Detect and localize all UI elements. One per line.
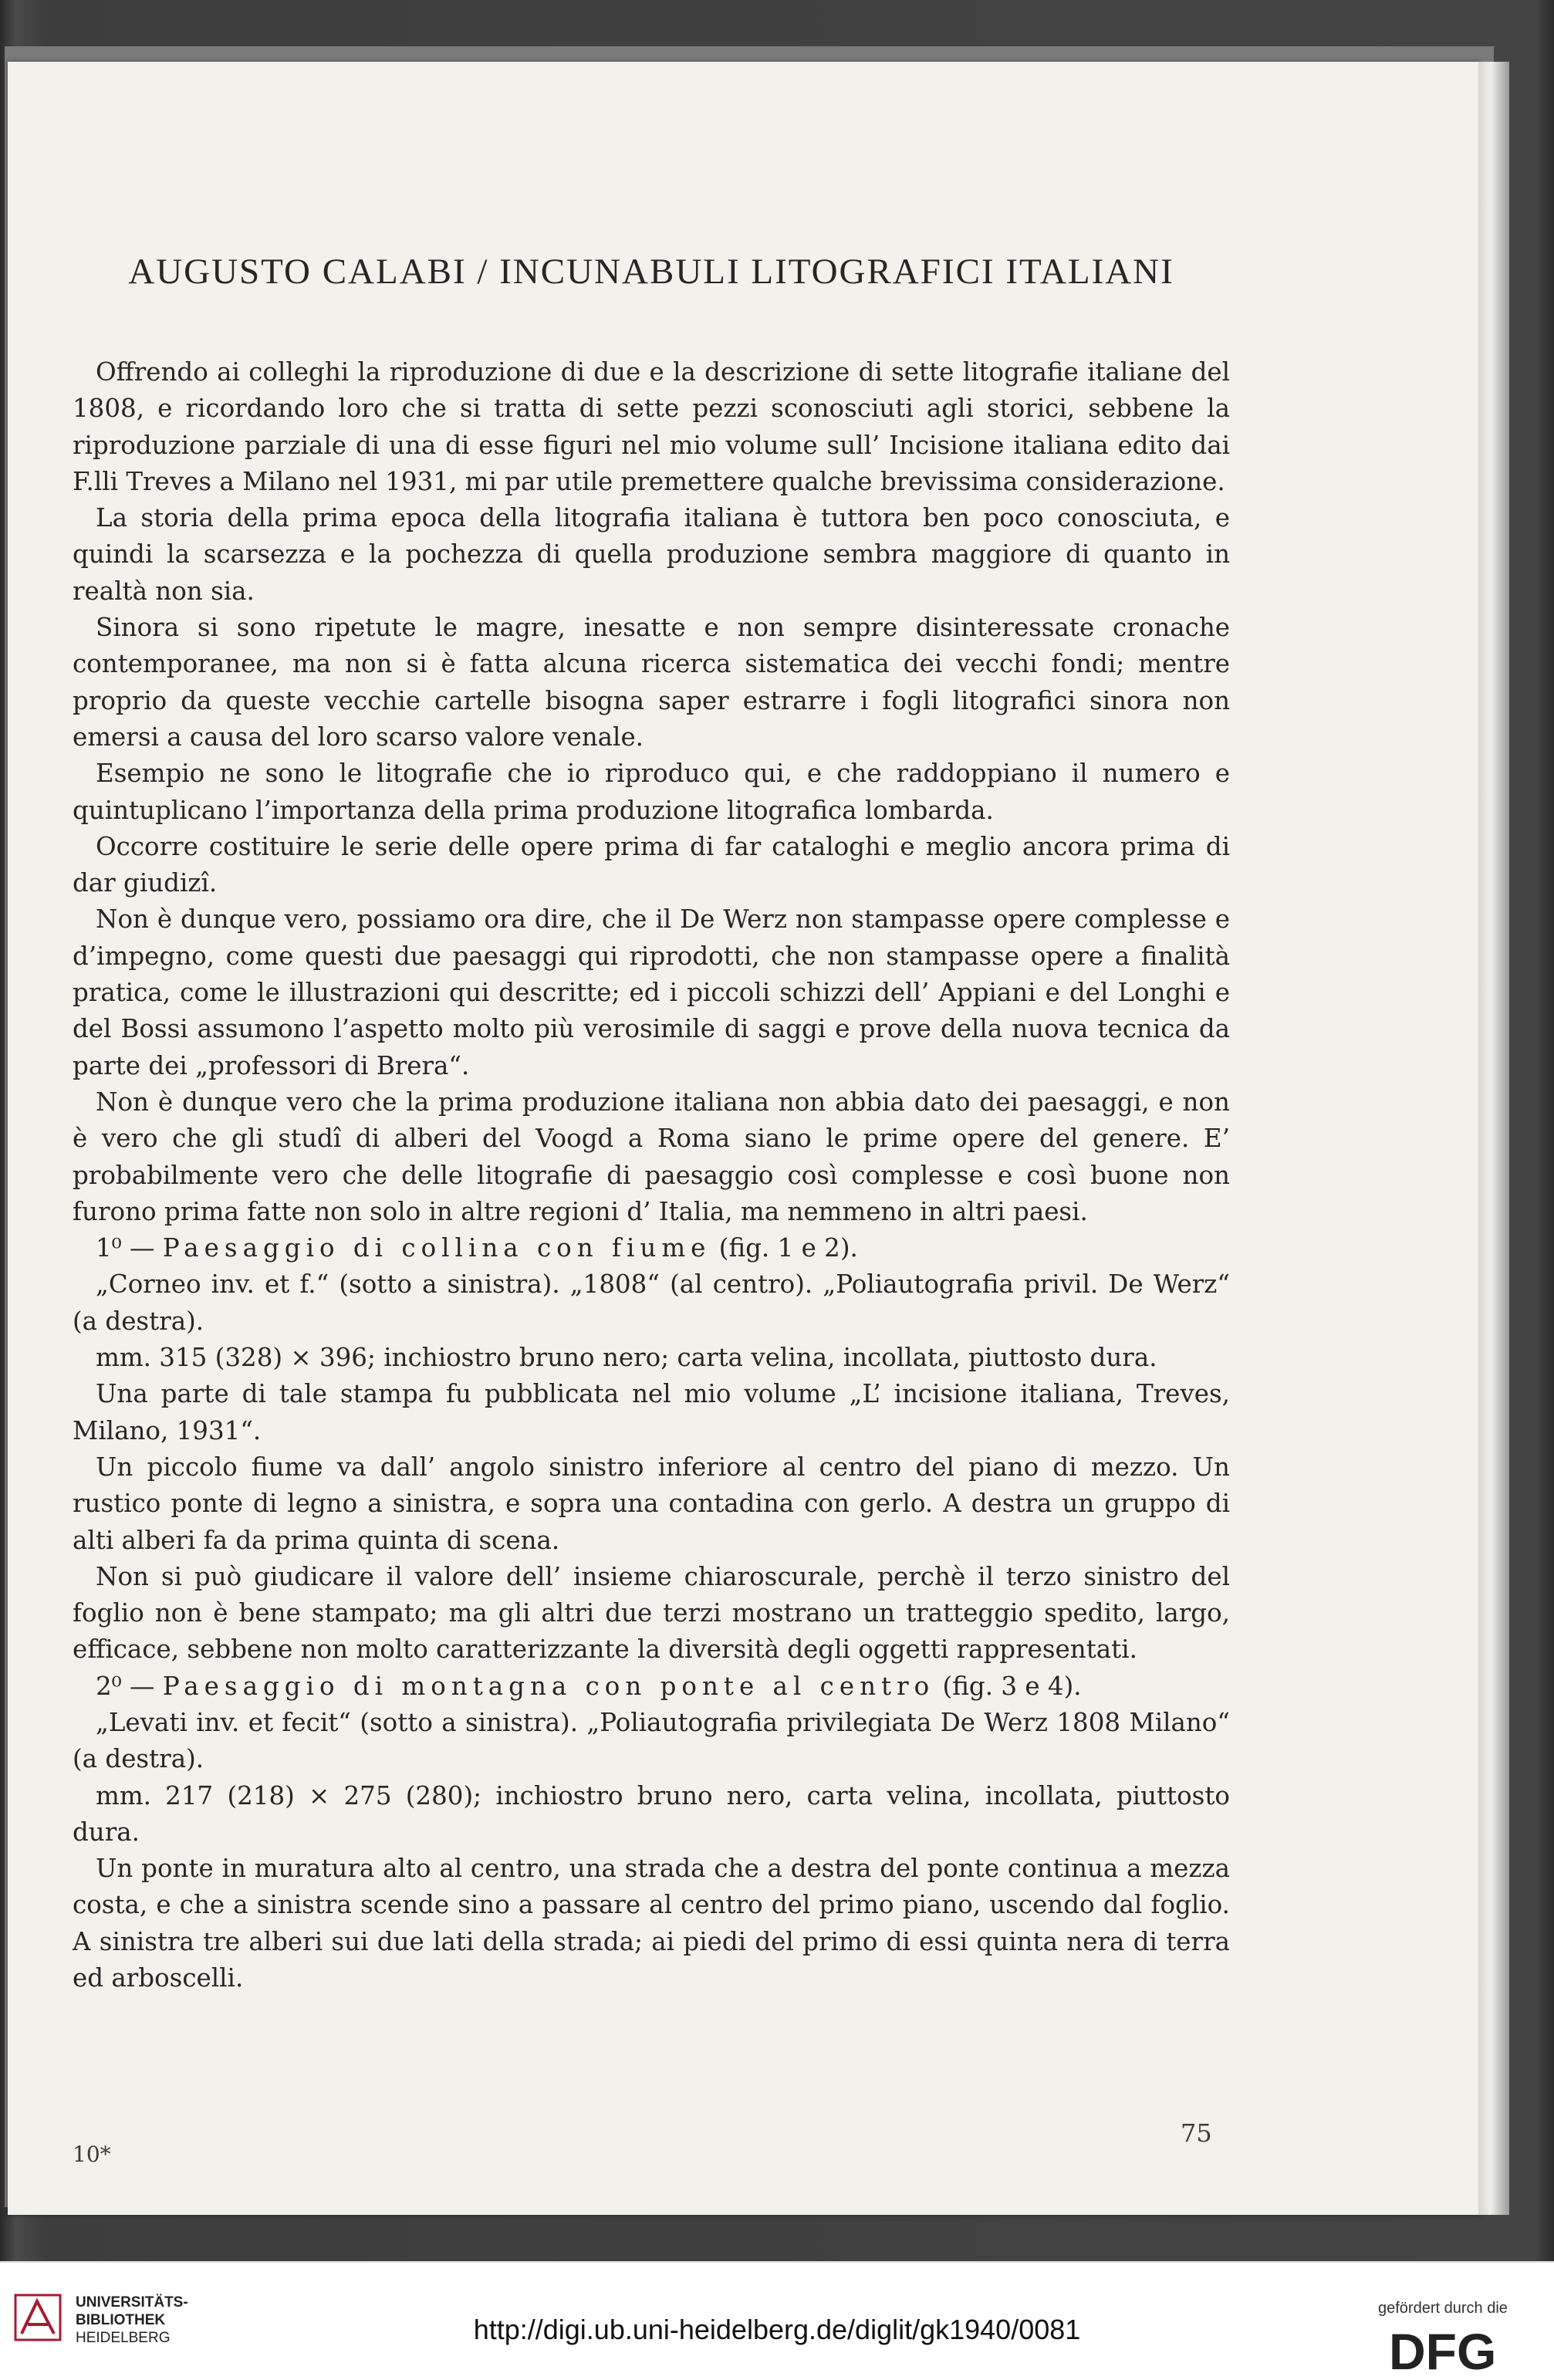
entry-description: Un piccolo fiume va dall’ angolo sinistro inferiore al centro del piano di mezzo. Un rustico ponte di legno a sinistra, e sopra una contadina con gerlo. A destra un gruppo di alti alberi fa da prima quinta di scena.	[73, 1452, 1230, 1555]
page-edge	[1478, 62, 1509, 2215]
viewer-footer	[0, 2261, 1554, 2380]
permalink-url[interactable]: http://digi.ub.uni-heidelberg.de/diglit/gk1940/0081	[473, 2314, 1081, 2345]
paragraph: Sinora si sono ripetute le magre, inesatte e non sempre disinteressate cronache contemporanee, ma non si è fatta alcuna ricerca sistematica dei vecchi fondi; mentre proprio da queste vecchie cartelle bisogna saper estrarre i fogli litografici sinora non emersi a causa del loro scarso valore venale.	[73, 613, 1230, 752]
entry-number: 1⁰ —	[96, 1233, 155, 1263]
page-number: 75	[1181, 2118, 1212, 2148]
paragraph: Esempio ne sono le litografie che io riproduco qui, e che raddoppiano il numero e quintuplicano l’importanza della prima produzione litografica lombarda.	[73, 759, 1230, 825]
entry-inscriptions: „Corneo inv. et f.“ (sotto a sinistra). „1808“ (al centro). „Poliautografia privil. De Werz“ (a destra).	[73, 1269, 1230, 1336]
funder-note: gefördert durch die	[1378, 2300, 1508, 2317]
catalogue-entry-heading	[73, 1230, 1230, 1266]
entry-description: Un ponte in muratura alto al centro, una strada che a destra del ponte continua a mezza costa, e che a sinistra scende sino a passare al centro del primo piano, uscendo dal foglio. A sinistra tre alberi sui due lati della strada; ai piedi del primo di essi quinta nera di terra ed arboscelli.	[73, 1854, 1230, 1993]
dfg-logo-text: DFG	[1389, 2324, 1497, 2374]
library-name-line: UNIVERSITÄTS-	[76, 2294, 188, 2311]
paragraph: Offrendo ai colleghi la riproduzione di due e la descrizione di sette litografie italiane del 1808, e ricordando loro che si tratta di sette pezzi sconosciuti agli storici, sebbene la riproduzione parziale di una di esse figuri nel mio volume sull’ Incisione italiana edito dai F.lli Treves a Milano nel 1931, mi par utile premettere qualche brevissima considerazione.	[73, 357, 1230, 496]
entry-judgement: Non si può giudicare il valore dell’ insieme chiaroscurale, perchè il terzo sinistro del foglio non è bene stampato; ma gli altri due terzi mostrano un tratteggio spedito, largo, efficace, sebbene non molto caratterizzante la diversità degli oggetti rappresentati.	[73, 1561, 1230, 1665]
entry-inscriptions: „Levati inv. et fecit“ (sotto a sinistra). „Poliautografia privilegiata De Werz 1808 Milano“ (a destra).	[73, 1707, 1230, 1774]
dfg-logo-icon	[1389, 2324, 1540, 2374]
paragraph: La storia della prima epoca della litografia italiana è tuttora ben poco conosciuta, e quindi la scarsezza e la pochezza di quella produzione sembra maggiore di quanto in realtà non sia.	[73, 503, 1230, 606]
catalogue-entry-heading	[73, 1668, 1230, 1705]
paragraph: Non è dunque vero, possiamo ora dire, che il De Werz non stampasse opere complesse e d’impegno, come questi due paesaggi qui riprodotti, che non stampasse opere a finalità pratica, come le illustrazioni qui descritte; ed i piccoli schizzi dell’ Appiani e del Longhi e del Bossi assumono l’aspetto molto più verosimile di saggi e prove della nuova tecnica da parte dei „professori di Brera“.	[73, 904, 1230, 1080]
signature-mark: 10*	[73, 2142, 111, 2167]
library-name-line: BIBLIOTHEK	[76, 2312, 166, 2328]
entry-dimensions: mm. 315 (328) × 396; inchiostro bruno nero; carta velina, incollata, piuttosto dura.	[96, 1343, 1157, 1373]
paragraph: Non è dunque vero che la prima produzione italiana non abbia dato dei paesaggi, e non è vero che gli studî di alberi del Voogd a Roma siano le prime opere del genere. E’ probabilmente vero che delle litografie di paesaggio così complesse e così buone non furono prima fatte non solo in altre regioni d’ Italia, ma nemmeno in altri paesi.	[73, 1087, 1230, 1226]
entry-number: 2⁰ —	[96, 1671, 155, 1701]
entry-publication: Una parte di tale stampa fu pubblicata nel mio volume „L’ incisione italiana, Treves, Milano, 1931“.	[73, 1379, 1230, 1445]
entry-title: Paesaggio di collina con fiume	[162, 1233, 711, 1263]
paragraph: Occorre costituire le serie delle opere prima di far cataloghi e meglio ancora prima di dar giudizî.	[73, 831, 1230, 898]
entry-figure-ref: (fig. 1 e 2).	[718, 1233, 858, 1263]
library-name-line: HEIDELBERG	[76, 2330, 171, 2346]
entry-title: Paesaggio di montagna con ponte al centro	[162, 1671, 935, 1701]
entry-figure-ref: (fig. 3 e 4).	[942, 1671, 1082, 1701]
entry-dimensions: mm. 217 (218) × 275 (280); inchiostro bruno nero, carta velina, incollata, piuttosto dura.	[73, 1780, 1230, 1847]
article-title: AUGUSTO CALABI / INCUNABULI LITOGRAFICI ITALIANI	[128, 252, 1174, 292]
text-column	[73, 251, 1230, 1996]
